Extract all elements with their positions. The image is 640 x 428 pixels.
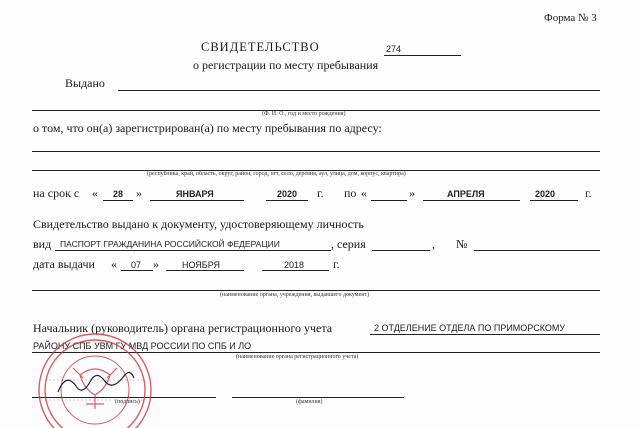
address-line-1	[32, 151, 600, 152]
term-to-year-line	[530, 200, 578, 201]
term-from-day: 28	[113, 189, 124, 199]
stamp-emblem-details	[73, 368, 117, 409]
issue-year-abbr: г.	[333, 257, 340, 271]
issue-date-label: дата выдачи	[33, 257, 95, 271]
office-name-line1: 2 ОТДЕЛЕНИЕ ОТДЕЛА ПО ПРИМОРСКОМУ	[374, 323, 566, 333]
form-number: Форма № 3	[544, 12, 597, 24]
term-to-quote-close: »	[409, 186, 415, 200]
term-from-year: 2020	[277, 189, 298, 199]
number-line	[384, 55, 461, 56]
issue-month: НОЯБРЯ	[182, 260, 221, 270]
certificate-subtitle: о регистрации по месту пребывания	[193, 58, 379, 72]
address-hint: (республика, край, область, округ, район, город, пгт, село, деревня, аул, улица, дом, корпус, квартира)	[147, 171, 406, 177]
issued-line	[118, 90, 600, 91]
certificate-number: 274	[386, 44, 402, 54]
surname-hint: (фамилия)	[296, 399, 323, 405]
series-comma: ,	[432, 237, 435, 251]
issue-quote-close: »	[153, 257, 159, 271]
stamp-center-ring	[61, 356, 129, 424]
certificate-title: СВИДЕТЕЛЬСТВО	[201, 40, 320, 54]
term-from-month-line	[150, 200, 244, 201]
number-label: №	[456, 237, 468, 251]
issue-day-line	[121, 270, 153, 271]
stamp-emblem	[80, 369, 110, 395]
series-line	[372, 250, 430, 251]
document-intro: Свидетельство выдано к документу, удостоверяющему личность	[33, 217, 364, 231]
term-to-label: по	[344, 186, 357, 200]
chief-label: Начальник (руководитель) органа регистрационного учета	[33, 321, 333, 335]
term-label: на срок с	[33, 186, 80, 200]
issued-label: Выдано	[65, 76, 105, 90]
term-to-quote-open: «	[361, 186, 367, 200]
surname-line	[232, 397, 404, 398]
issue-month-line	[166, 270, 244, 271]
signature-scribble	[58, 372, 134, 392]
issue-quote-open: «	[111, 257, 117, 271]
issue-year-line	[262, 270, 329, 271]
term-to-month-line	[423, 200, 520, 201]
issue-day: 07	[131, 260, 142, 270]
term-from-year-abbr: г.	[317, 186, 324, 200]
term-to-year-abbr: г.	[585, 186, 592, 200]
signature-hint: (подпись)	[115, 399, 140, 405]
term-from-month: ЯНВАРЯ	[176, 189, 214, 199]
series-label: , серия	[331, 237, 366, 251]
number-field-line	[474, 250, 600, 251]
document-type: ПАСПОРТ ГРАЖДАНИНА РОССИЙСКОЙ ФЕДЕРАЦИИ	[60, 239, 280, 249]
reg-org-hint: (наименование органа регистрационного учета)	[236, 354, 359, 360]
issue-year: 2018	[284, 260, 305, 270]
office-line-1	[370, 334, 600, 335]
org-hint: (наименование органа, учреждения, выдавшего документ)	[220, 292, 370, 298]
signature-line	[32, 397, 216, 398]
issued-hint: (Ф. И. О., год и место рождения)	[262, 111, 346, 117]
office-name-line2: РАЙОНУ СПБ УВМ ГУ МВД РОССИИ ПО СПБ И ЛО	[33, 341, 252, 351]
address-intro: о том, что он(а) зарегистрирован(а) по месту пребывания по адресу:	[33, 121, 382, 135]
term-from-year-line	[266, 200, 308, 201]
office-line-2	[32, 352, 600, 353]
document-type-line	[55, 250, 331, 251]
document-type-label: вид	[33, 237, 52, 251]
term-to-day-line	[371, 200, 407, 201]
org-line	[32, 290, 600, 291]
term-to-year: 2020	[535, 189, 556, 199]
stamp-inner-ring	[45, 340, 145, 428]
term-to-month: АПРЕЛЯ	[447, 189, 485, 199]
term-from-quote-close: »	[136, 186, 142, 200]
term-from-day-line	[103, 200, 133, 201]
term-from-quote-open: «	[92, 186, 98, 200]
